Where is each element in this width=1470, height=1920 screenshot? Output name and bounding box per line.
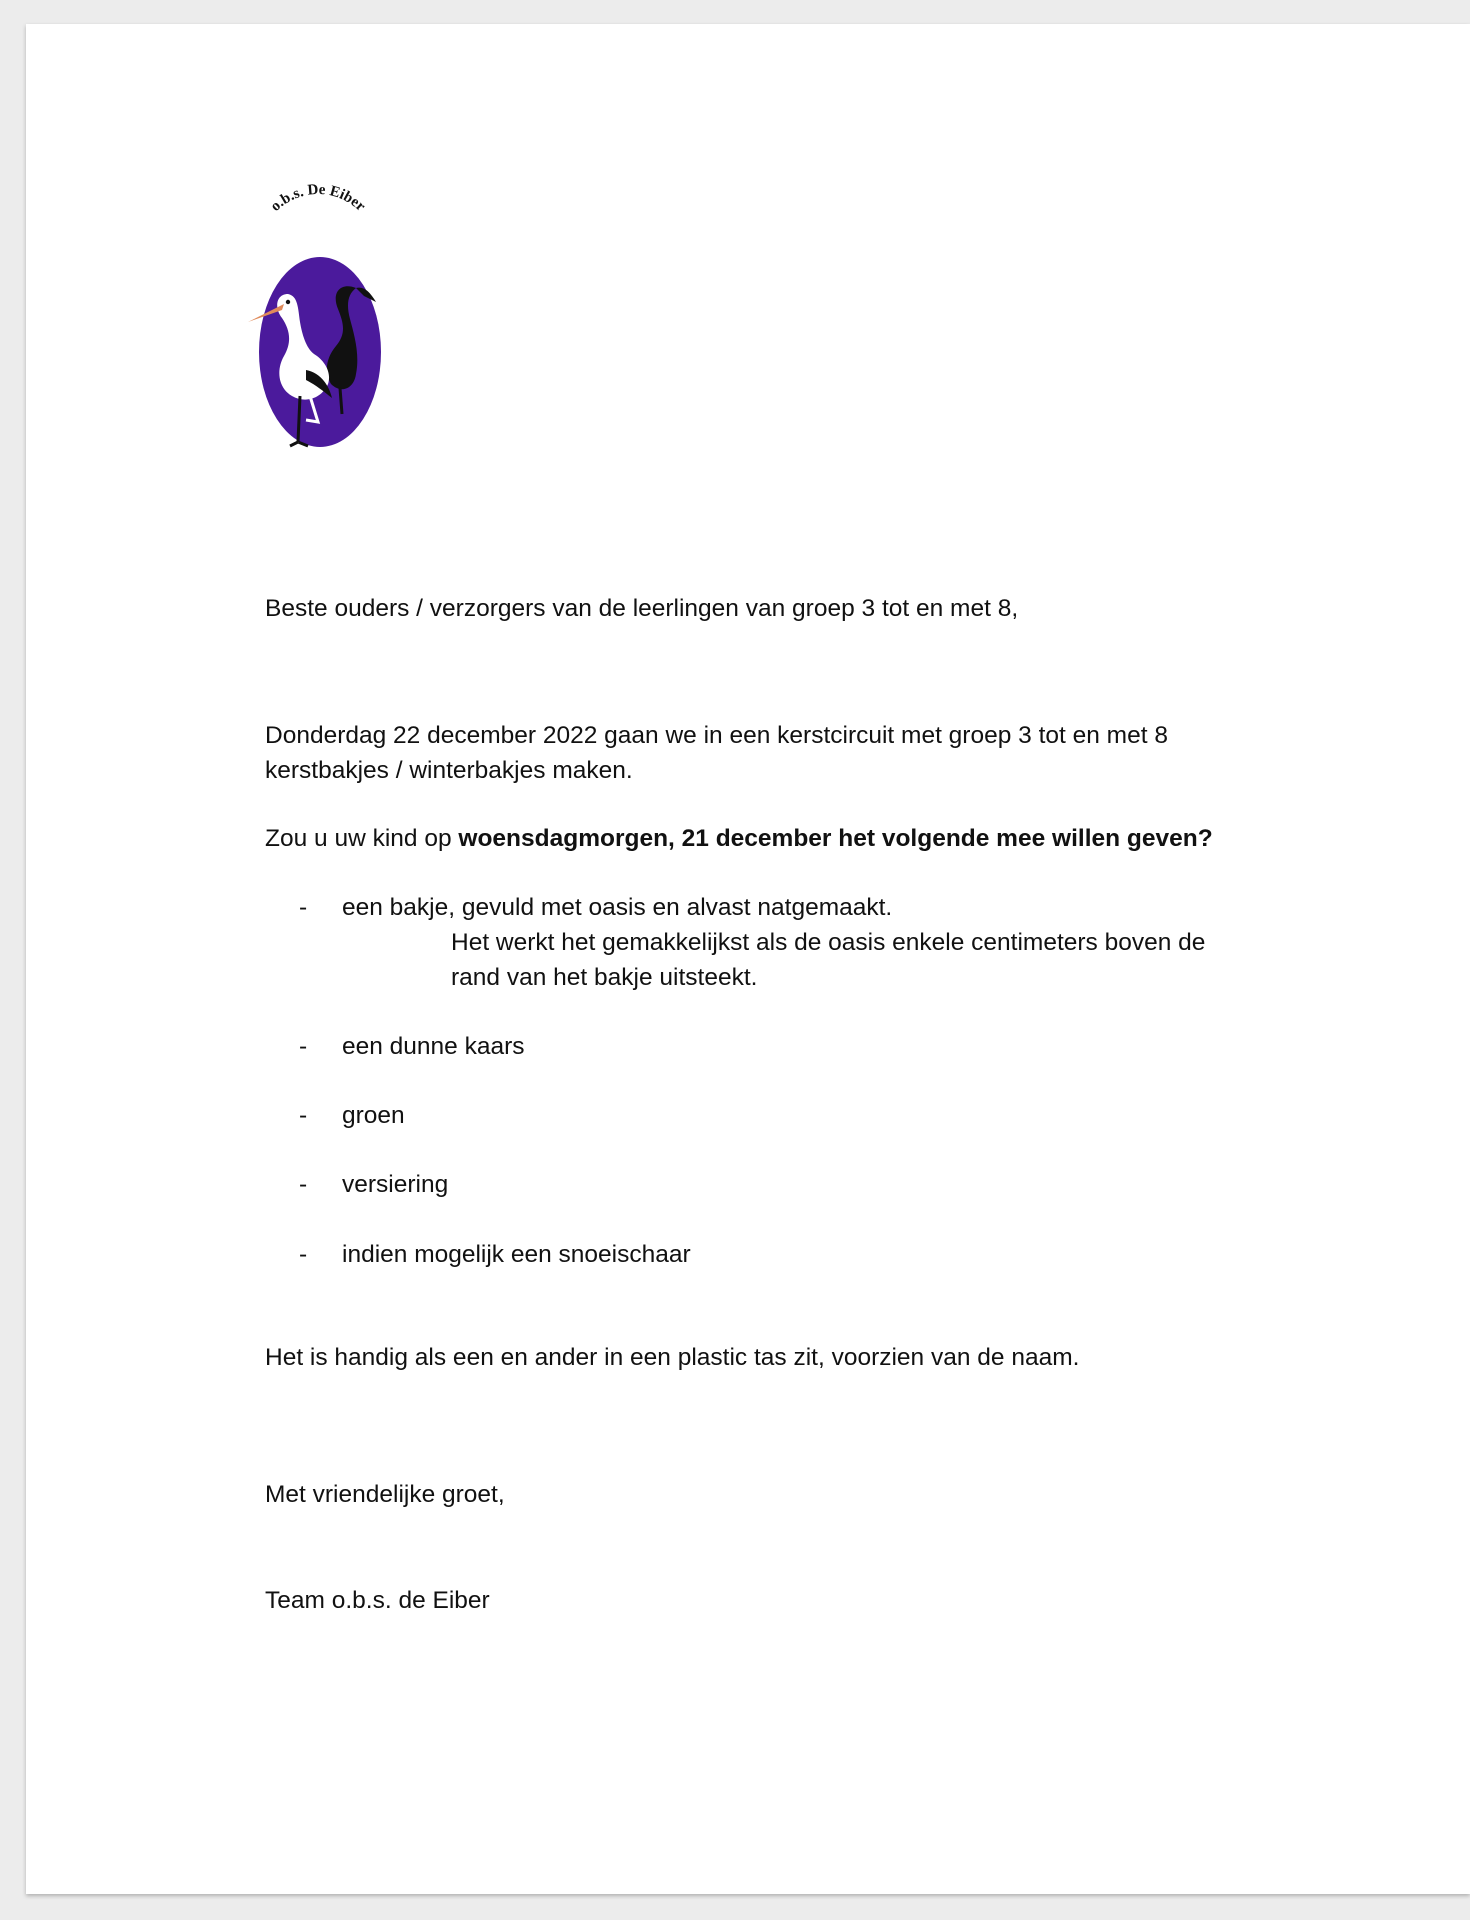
salutation: Beste ouders / verzorgers van de leerlingen van groep 3 tot en met 8, bbox=[265, 595, 1019, 622]
logo-text: o.b.s. De Eiber bbox=[267, 184, 369, 215]
bullet-dash: - bbox=[299, 894, 308, 921]
list-item-5: indien mogelijk een snoeischaar bbox=[342, 1241, 691, 1268]
closing: Met vriendelijke groet, bbox=[265, 1481, 505, 1508]
request-bold: woensdagmorgen, 21 december het volgende mee willen geven? bbox=[458, 825, 1213, 852]
list-item-1-note-line-1: Het werkt het gemakkelijkst als de oasis enkele centimeters boven de bbox=[451, 929, 1206, 956]
intro-line-2: kerstbakjes / winterbakjes maken. bbox=[265, 757, 633, 784]
document-page bbox=[26, 24, 1470, 1894]
bullet-dash: - bbox=[299, 1102, 308, 1129]
signature: Team o.b.s. de Eiber bbox=[265, 1587, 490, 1614]
list-item-1: een bakje, gevuld met oasis en alvast natgemaakt. bbox=[342, 894, 893, 921]
request-prefix: Zou u uw kind op bbox=[265, 825, 459, 852]
bullet-dash: - bbox=[299, 1171, 308, 1198]
school-logo bbox=[236, 184, 396, 454]
list-item-4: versiering bbox=[342, 1171, 449, 1198]
list-item-3: groen bbox=[342, 1102, 405, 1129]
packing-note: Het is handig als een en ander in een plastic tas zit, voorzien van de naam. bbox=[265, 1344, 1080, 1371]
list-item-2: een dunne kaars bbox=[342, 1033, 525, 1060]
bullet-dash: - bbox=[299, 1241, 308, 1268]
svg-text:o.b.s. De Eiber bbox=[268, 184, 369, 215]
intro-line-1: Donderdag 22 december 2022 gaan we in een kerstcircuit met groep 3 tot en met 8 bbox=[265, 722, 1168, 749]
bullet-dash: - bbox=[299, 1033, 308, 1060]
request-sentence bbox=[265, 821, 1213, 856]
stork-logo-icon bbox=[236, 184, 396, 454]
logo-oval bbox=[259, 257, 381, 447]
list-item-1-note-line-2: rand van het bakje uitsteekt. bbox=[451, 964, 758, 991]
